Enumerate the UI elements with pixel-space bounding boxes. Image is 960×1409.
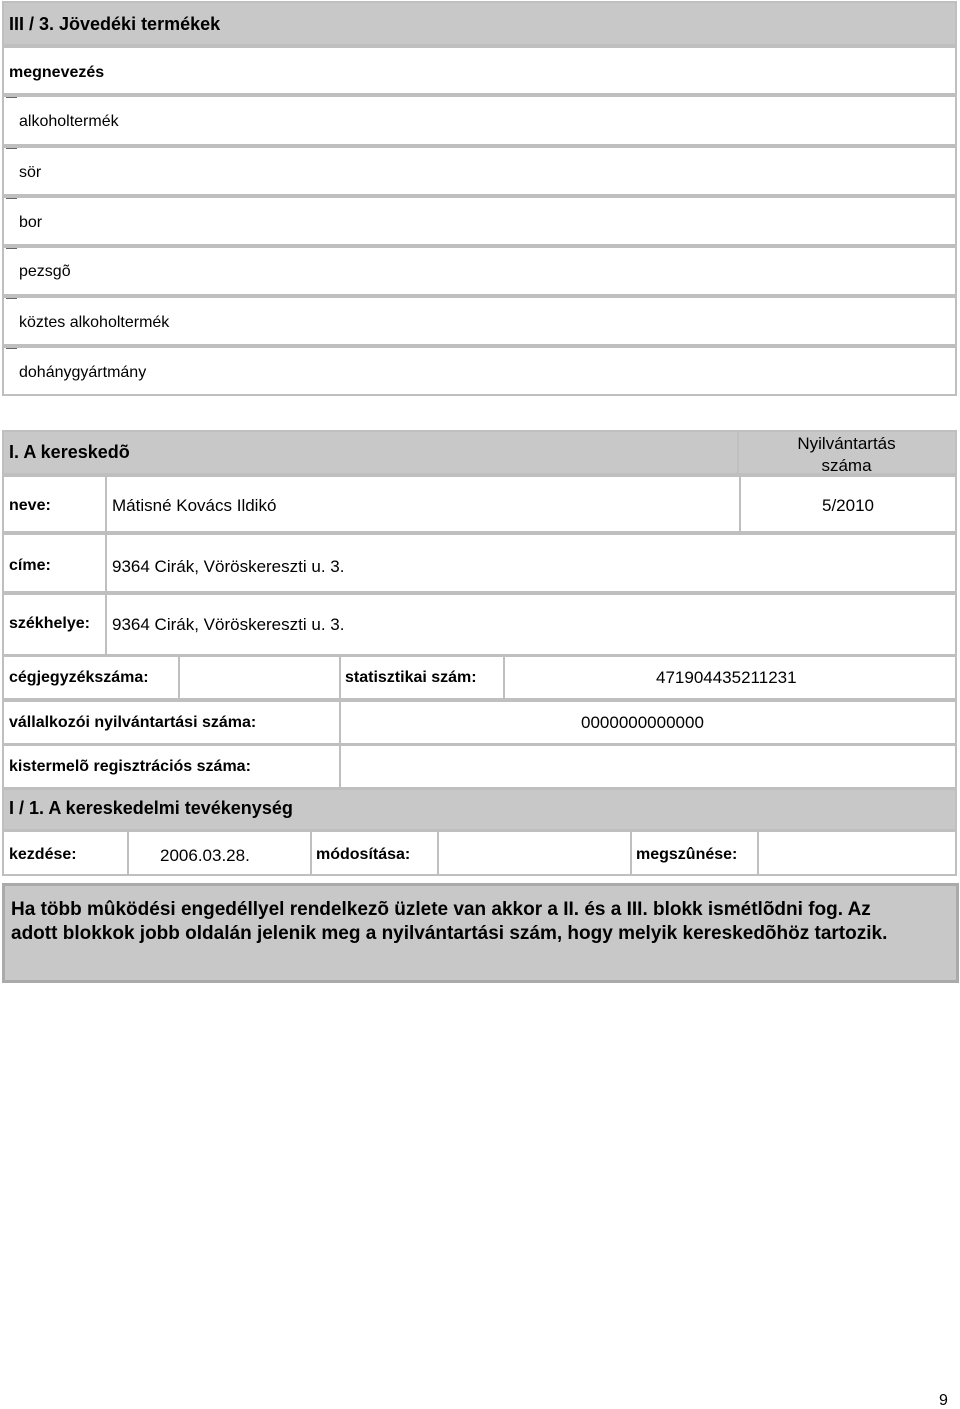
section-title: III / 3. Jövedéki termékek bbox=[9, 14, 221, 34]
start-label: kezdése: bbox=[9, 846, 77, 863]
company-stat-row bbox=[2, 655, 957, 700]
trader-header-cell bbox=[2, 430, 739, 475]
product-label: köztes alkoholtermék bbox=[19, 314, 170, 331]
product-label: bor bbox=[19, 214, 43, 231]
address-label: címe: bbox=[9, 557, 51, 574]
section-title-bar bbox=[2, 1, 957, 46]
row-marker bbox=[6, 298, 17, 299]
smallproducer-row bbox=[2, 744, 957, 789]
trader-header: I. A kereskedõ bbox=[9, 442, 130, 462]
modify-label: módosítása: bbox=[316, 846, 411, 863]
product-label: dohánygyártmány bbox=[19, 364, 147, 381]
smallproducer-label: kistermelõ regisztrációs száma: bbox=[9, 758, 251, 775]
product-label: pezsgõ bbox=[19, 263, 71, 280]
activity-header-cell bbox=[2, 788, 957, 831]
address-value: 9364 Cirák, Vöröskereszti u. 3. bbox=[112, 557, 345, 576]
products-header-cell bbox=[2, 46, 957, 95]
product-row bbox=[2, 95, 957, 146]
stat-label: statisztikai szám: bbox=[345, 669, 477, 686]
activity-header: I / 1. A kereskedelmi tevékenység bbox=[9, 798, 293, 818]
page-number: 9 bbox=[939, 1392, 948, 1409]
registration-header: Nyilvántartás száma bbox=[797, 434, 896, 475]
seat-value: 9364 Cirák, Vöröskereszti u. 3. bbox=[112, 615, 345, 634]
product-label: sör bbox=[19, 164, 42, 181]
name-value: Mátisné Kovács Ildikó bbox=[112, 496, 277, 515]
registration-header-cell bbox=[737, 430, 957, 475]
entrepreneur-row bbox=[2, 700, 957, 745]
note-text: Ha több mûködési engedéllyel rendelkezõ üzlete van akkor a II. és a III. blokk ismétlõdni fog. Az adott blokkok jobb oldalán jelenik meg a nyilvántartási szám, hogy melyik kereskedõhöz tartozik. bbox=[11, 899, 888, 944]
product-row bbox=[2, 346, 957, 396]
seat-row bbox=[2, 593, 957, 656]
start-value: 2006.03.28. bbox=[160, 846, 250, 865]
seat-label: székhelye: bbox=[9, 615, 90, 632]
product-row bbox=[2, 246, 957, 296]
name-row bbox=[2, 475, 957, 533]
entrepreneur-value: 0000000000000 bbox=[581, 713, 704, 732]
row-marker bbox=[6, 97, 17, 98]
row-marker bbox=[6, 148, 17, 149]
registration-value: 5/2010 bbox=[822, 496, 874, 515]
activity-dates-row bbox=[2, 830, 957, 876]
product-row bbox=[2, 296, 957, 346]
end-label: megszûnése: bbox=[636, 846, 738, 863]
address-row bbox=[2, 533, 957, 593]
stat-value: 471904435211231 bbox=[656, 668, 797, 687]
company-reg-label: cégjegyzékszáma: bbox=[9, 669, 149, 686]
products-header: megnevezés bbox=[9, 64, 105, 81]
product-row bbox=[2, 146, 957, 196]
row-marker bbox=[6, 348, 17, 349]
row-marker bbox=[6, 198, 17, 199]
product-label: alkoholtermék bbox=[19, 113, 119, 130]
name-label: neve: bbox=[9, 497, 51, 514]
note-box bbox=[2, 883, 959, 983]
row-marker bbox=[6, 248, 17, 249]
product-row bbox=[2, 196, 957, 246]
entrepreneur-label: vállalkozói nyilvántartási száma: bbox=[9, 714, 257, 731]
